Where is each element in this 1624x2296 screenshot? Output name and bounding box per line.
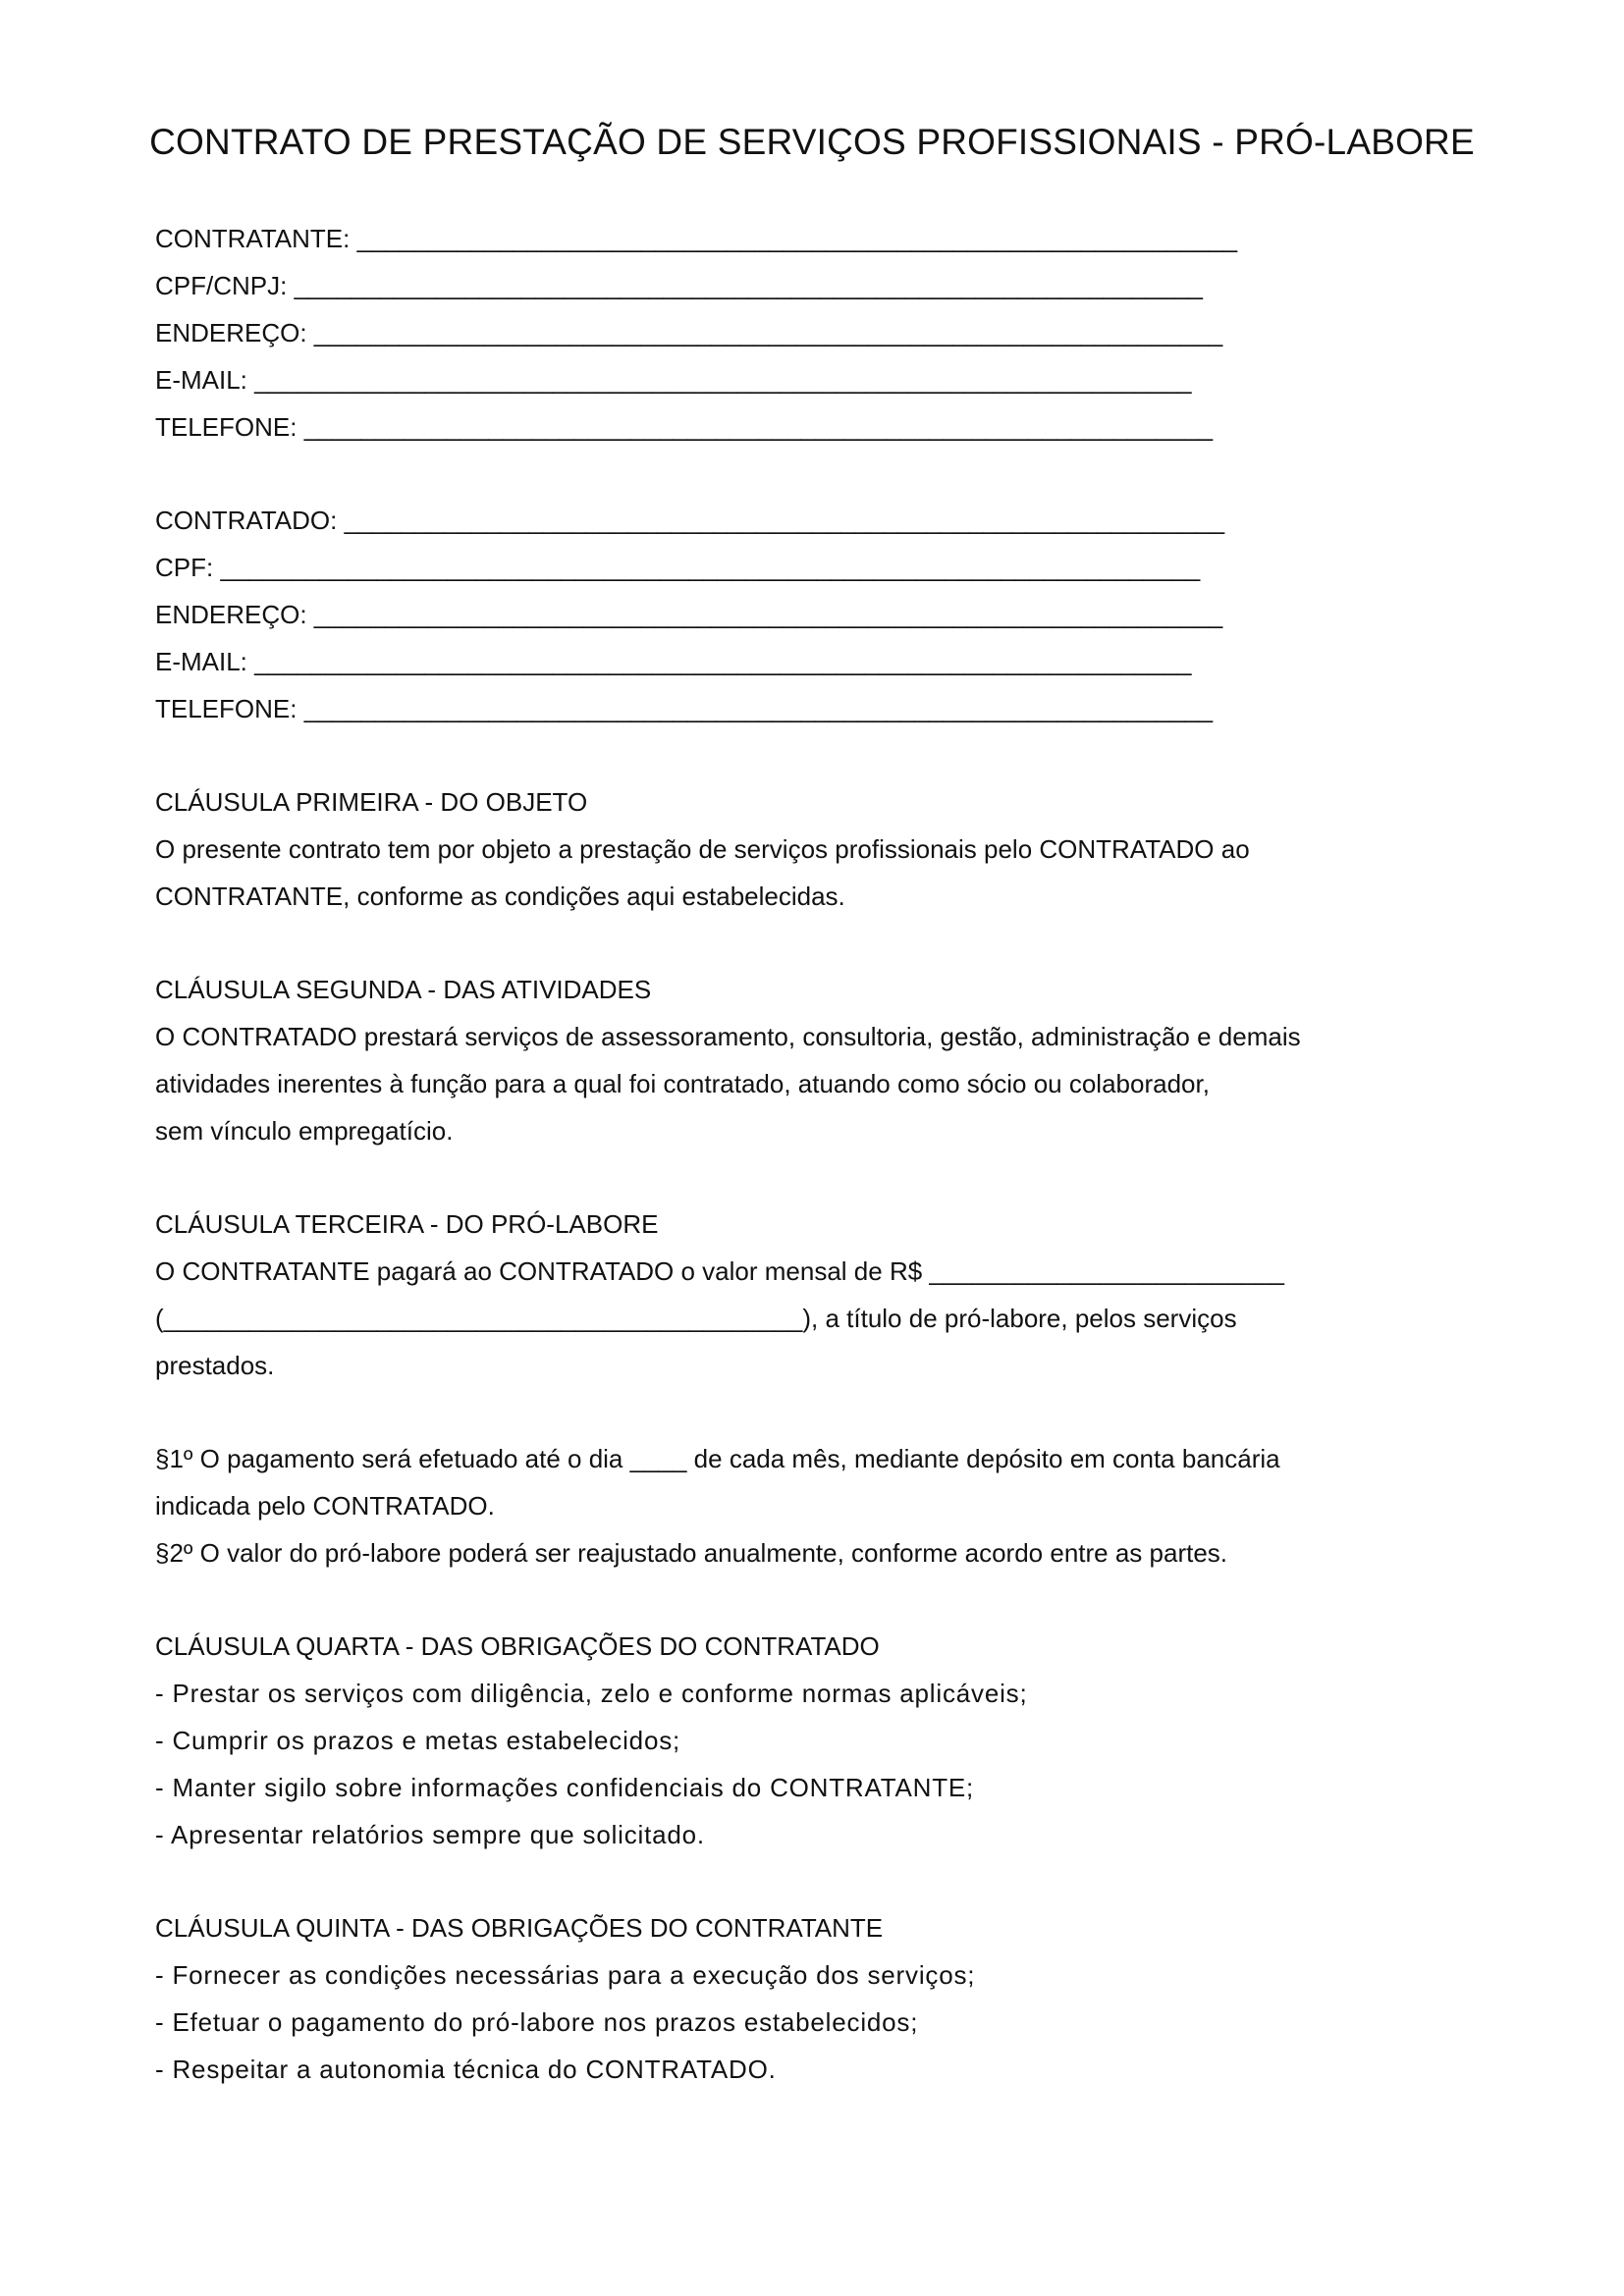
clausula-quinta	[155, 1904, 1432, 2093]
obligation-list-item: - Respeitar a autonomia técnica do CONTRATADO.	[155, 2055, 777, 2084]
contratante-cpf-cnpj-field: CPF/CNPJ: ________________________________________________________________	[155, 271, 1204, 300]
obligation-list-item: - Cumprir os prazos e metas estabelecidos;	[155, 1726, 681, 1755]
clausula-segunda	[155, 966, 1432, 1154]
clause-text-line: atividades inerentes à função para a qual foi contratado, atuando como sócio ou colaborador,	[155, 1069, 1210, 1098]
clause-text-line: O CONTRATANTE pagará ao CONTRATADO o valor mensal de R$ _________________________	[155, 1256, 1284, 1286]
document-body	[155, 215, 1432, 2093]
obligation-list-item: - Apresentar relatórios sempre que solicitado.	[155, 1820, 705, 1849]
clausula-primeira	[155, 778, 1432, 920]
clause-heading: CLÁUSULA PRIMEIRA - DO OBJETO	[155, 787, 588, 817]
paragraph-2-line: §2º O valor do pró-labore poderá ser reajustado anualmente, conforme acordo entre as partes.	[155, 1538, 1228, 1568]
contratado-block	[155, 497, 1432, 732]
contratante-name-field: CONTRATANTE: ______________________________________________________________	[155, 224, 1238, 253]
clause-text-line: O CONTRATADO prestará serviços de assessoramento, consultoria, gestão, administração e demais	[155, 1022, 1301, 1051]
paragraph-1-line: indicada pelo CONTRATADO.	[155, 1491, 495, 1521]
obligation-list-item: - Manter sigilo sobre informações confidenciais do CONTRATANTE;	[155, 1773, 975, 1802]
contratante-email-field: E-MAIL: __________________________________________________________________	[155, 365, 1192, 395]
clause-text-line: sem vínculo empregatício.	[155, 1116, 454, 1146]
contratante-address-field: ENDEREÇO: ________________________________________________________________	[155, 318, 1223, 347]
spacer	[155, 920, 1432, 966]
contratado-phone-field: TELEFONE: ________________________________________________________________	[155, 694, 1214, 723]
contratado-cpf-field: CPF: _____________________________________________________________________	[155, 553, 1201, 582]
contratado-email-field: E-MAIL: __________________________________________________________________	[155, 647, 1192, 676]
clause-text-line: (_____________________________________________), a título de pró-labore, pelos serviços	[155, 1304, 1237, 1333]
clause-text-line: O presente contrato tem por objeto a prestação de serviços profissionais pelo CONTRATADO ao	[155, 834, 1250, 864]
spacer	[155, 1576, 1432, 1623]
contratado-name-field: CONTRATADO: ______________________________________________________________	[155, 506, 1225, 535]
clause-heading: CLÁUSULA TERCEIRA - DO PRÓ-LABORE	[155, 1209, 659, 1239]
clausula-terceira	[155, 1201, 1432, 1576]
clause-heading: CLÁUSULA QUARTA - DAS OBRIGAÇÕES DO CONTRATADO	[155, 1631, 880, 1661]
clause-heading: CLÁUSULA QUINTA - DAS OBRIGAÇÕES DO CONTRATANTE	[155, 1913, 884, 1943]
spacer	[155, 1154, 1432, 1201]
contratante-phone-field: TELEFONE: ________________________________________________________________	[155, 412, 1214, 442]
spacer	[155, 1858, 1432, 1904]
obligation-list-item: - Efetuar o pagamento do pró-labore nos prazos estabelecidos;	[155, 2007, 919, 2037]
obligation-list-item: - Fornecer as condições necessárias para a execução dos serviços;	[155, 1960, 976, 1990]
clause-text-line: prestados.	[155, 1351, 275, 1380]
document-title: CONTRATO DE PRESTAÇÃO DE SERVIÇOS PROFISSIONAIS - PRÓ-LABORE	[149, 122, 1475, 162]
clause-text-line: CONTRATANTE, conforme as condições aqui estabelecidas.	[155, 881, 845, 911]
contratado-address-field: ENDEREÇO: ________________________________________________________________	[155, 600, 1223, 629]
contratante-block	[155, 215, 1432, 451]
clause-heading: CLÁUSULA SEGUNDA - DAS ATIVIDADES	[155, 975, 652, 1004]
spacer	[155, 1389, 1432, 1435]
obligation-list-item: - Prestar os serviços com diligência, zelo e conforme normas aplicáveis;	[155, 1679, 1028, 1708]
spacer	[155, 451, 1432, 497]
spacer	[155, 732, 1432, 778]
clausula-quarta	[155, 1623, 1432, 1858]
paragraph-1-line: §1º O pagamento será efetuado até o dia ____ de cada mês, mediante depósito em conta bancária	[155, 1444, 1280, 1473]
